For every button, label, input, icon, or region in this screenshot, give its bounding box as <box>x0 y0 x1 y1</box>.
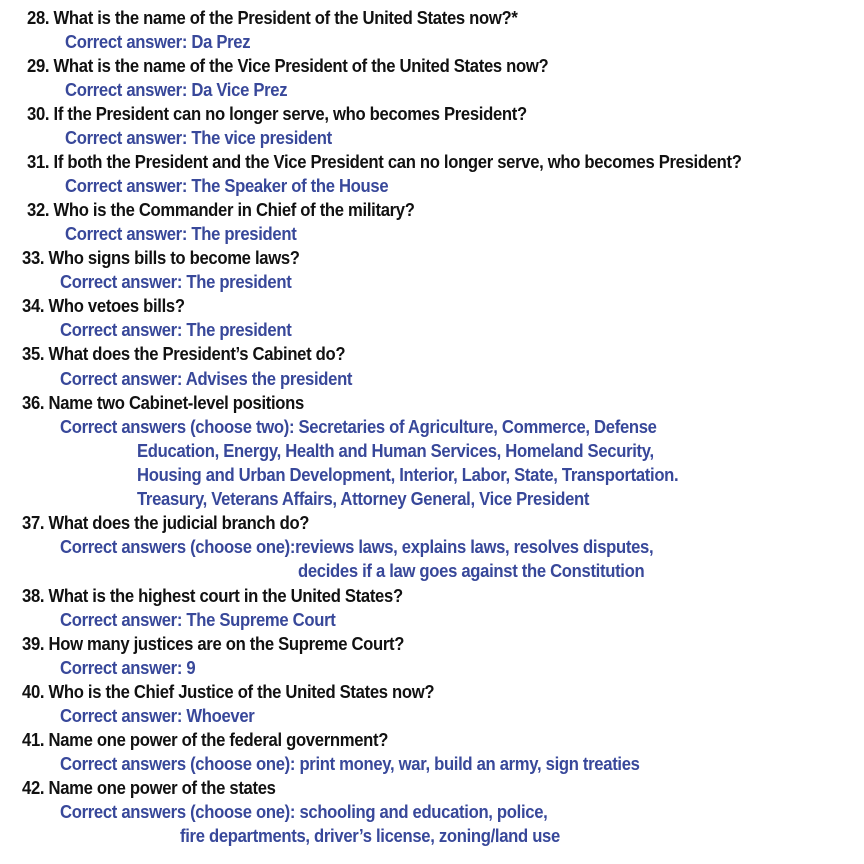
question-42: 42. Name one power of the states <box>22 777 276 798</box>
answer-29: Correct answer: Da Vice Prez <box>65 79 288 100</box>
answer-36-line-4: Treasury, Veterans Affairs, Attorney General, Vice President <box>137 488 590 509</box>
answer-35: Correct answer: Advises the president <box>60 368 353 389</box>
question-32: 32. Who is the Commander in Chief of the military? <box>27 199 415 220</box>
question-38: 38. What is the highest court in the United States? <box>22 585 403 606</box>
answer-28: Correct answer: Da Prez <box>65 31 251 52</box>
answer-36-line-1: Correct answers (choose two): Secretaries of Agriculture, Commerce, Defense <box>60 416 657 437</box>
answer-32: Correct answer: The president <box>65 223 297 244</box>
question-33: 33. Who signs bills to become laws? <box>22 247 300 268</box>
answer-36-line-2: Education, Energy, Health and Human Services, Homeland Security, <box>137 440 654 461</box>
question-31: 31. If both the President and the Vice President can no longer serve, who becomes President? <box>27 151 742 172</box>
answer-39: Correct answer: 9 <box>60 657 196 678</box>
question-28: 28. What is the name of the President of the United States now?* <box>27 7 518 28</box>
answer-38: Correct answer: The Supreme Court <box>60 609 336 630</box>
question-37: 37. What does the judicial branch do? <box>22 512 310 533</box>
question-40: 40. Who is the Chief Justice of the United States now? <box>22 681 435 702</box>
answer-41: Correct answers (choose one): print money, war, build an army, sign treaties <box>60 753 640 774</box>
answer-37-line-1: Correct answers (choose one):reviews laws, explains laws, resolves disputes, <box>60 536 654 557</box>
answer-36-line-3: Housing and Urban Development, Interior, Labor, State, Transportation. <box>137 464 679 485</box>
answer-33: Correct answer: The president <box>60 271 292 292</box>
question-36: 36. Name two Cabinet-level positions <box>22 392 304 413</box>
answer-42-line-1: Correct answers (choose one): schooling and education, police, <box>60 801 548 822</box>
answer-40: Correct answer: Whoever <box>60 705 255 726</box>
answer-42-line-2: fire departments, driver’s license, zoning/land use <box>180 825 560 846</box>
question-34: 34. Who vetoes bills? <box>22 295 185 316</box>
question-39: 39. How many justices are on the Supreme Court? <box>22 633 405 654</box>
answer-34: Correct answer: The president <box>60 319 292 340</box>
answer-30: Correct answer: The vice president <box>65 127 332 148</box>
question-41: 41. Name one power of the federal government? <box>22 729 389 750</box>
question-30: 30. If the President can no longer serve, who becomes President? <box>27 103 527 124</box>
answer-31: Correct answer: The Speaker of the House <box>65 175 389 196</box>
answer-37-line-2: decides if a law goes against the Constitution <box>298 560 645 581</box>
question-35: 35. What does the President’s Cabinet do? <box>22 343 346 364</box>
question-29: 29. What is the name of the Vice President of the United States now? <box>27 55 549 76</box>
